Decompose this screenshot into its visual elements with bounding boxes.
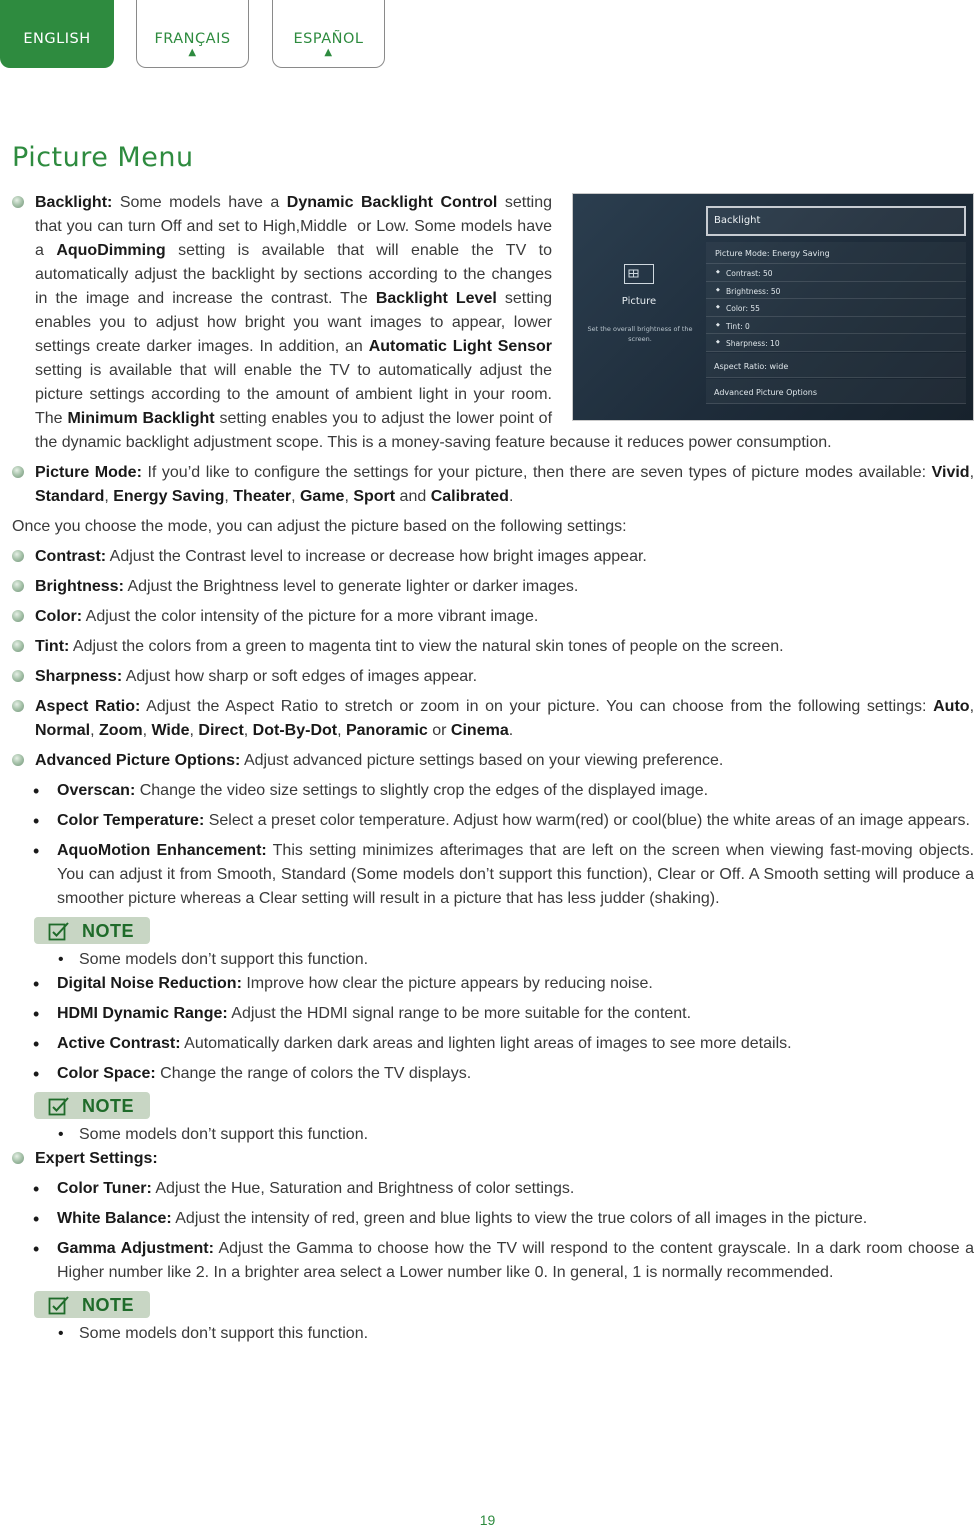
note-text: • Some models don’t support this function. (12, 1123, 974, 1147)
bullet-brightness: Brightness: Adjust the Brightness level to generate lighter or darker images. (12, 575, 974, 599)
picture-label: Picture (621, 296, 657, 307)
sub-digital-noise-reduction: • Digital Noise Reduction: Improve how clear the picture appears by reducing noise. (12, 972, 974, 996)
sub-color-tuner: • Color Tuner: Adjust the Hue, Saturation and Brightness of color settings. (12, 1177, 974, 1201)
menu-aspect-ratio[interactable]: Aspect Ratio: wide (706, 353, 966, 378)
page-title: Picture Menu (12, 142, 194, 173)
tab-english[interactable]: ENGLISH (0, 0, 114, 68)
sub-hdmi-dynamic-range: • HDMI Dynamic Range: Adjust the HDMI signal range to be more suitable for the content. (12, 1002, 974, 1026)
menu-advanced-options[interactable]: Advanced Picture Options (706, 379, 966, 404)
note-check-icon (48, 1295, 70, 1315)
menu-contrast[interactable]: ◆ Contrast: 50 (706, 264, 966, 282)
bullet-expert-settings: Expert Settings: (12, 1147, 974, 1171)
note-badge: NOTE (34, 1092, 150, 1119)
menu-brightness[interactable]: ◆ Brightness: 50 (706, 282, 966, 300)
bullet-picture-mode: Picture Mode: If you’d like to configure the settings for your picture, then there are seven types of picture modes available: Vivid, Standard, Energy Saving, Theater, Game, Sport and Calibrated. (12, 461, 974, 509)
up-arrow-icon: ▲ (188, 47, 197, 58)
bullet-contrast: Contrast: Adjust the Contrast level to increase or decrease how bright images appear. (12, 545, 974, 569)
menu-sharpness[interactable]: ◆ Sharpness: 10 (706, 334, 966, 352)
up-arrow-icon: ▲ (324, 47, 333, 58)
sub-white-balance: • White Balance: Adjust the intensity of red, green and blue lights to view the true colors of all images in the picture. (12, 1207, 974, 1231)
bullet-color: Color: Adjust the color intensity of the picture for a more vibrant image. (12, 605, 974, 629)
note-text: • Some models don’t support this function. (12, 948, 974, 972)
page-number: 19 (479, 1512, 496, 1528)
sub-color-temperature: • Color Temperature: Select a preset color temperature. Adjust how warm(red) or cool(blue) the white areas of an image appears. (12, 809, 974, 833)
bullet-backlight: Backlight: Some models have a Dynamic Backlight Control setting that you can turn Off and set to High,Middle or Low. Some models have a AquoDimming setting is available that will enable the TV to automatically adjust the backlight by sections according to the changes in the image and increase the contrast. The Backlight Level setting enables you to adjust how bright you want images to appear, lower settings create darker images. In addition, an Automatic Light Sensor setting is available that will enable the TV to automatically adjust the picture settings according to the amount of ambient light in your room. The Minimum Backlight setting enables you to adjust the lower point of the dynamic backlight adjustment scope. This is a money-saving feature because it reduces power consumption. (12, 191, 974, 455)
menu-backlight[interactable]: Backlight (706, 206, 966, 236)
tab-francais[interactable]: FRANÇAIS ▲ (136, 0, 249, 68)
sub-aquomotion: • AquoMotion Enhancement: This setting minimizes afterimages that are left on the screen when viewing fast-moving objects. You can adjust it from Smooth, Standard (Some models don’t support this function), Clear or Off. A Smooth setting will produce a smoother picture whereas a Clear setting will result in a picture that has less judder (shaking). (12, 839, 974, 911)
menu-tint[interactable]: ◆ Tint: 0 (706, 317, 966, 335)
sub-overscan: • Overscan: Change the video size settings to slightly crop the edges of the displayed image. (12, 779, 974, 803)
note-text: • Some models don’t support this function. (12, 1322, 974, 1346)
note-check-icon (48, 921, 70, 941)
intro-settings: Once you choose the mode, you can adjust the picture based on the following settings: (12, 518, 627, 535)
picture-description: Set the overall brightness of the screen. (587, 325, 693, 343)
menu-color[interactable]: ◆ Color: 55 (706, 299, 966, 317)
sub-active-contrast: • Active Contrast: Automatically darken dark areas and lighten light areas of images to see more details. (12, 1032, 974, 1056)
note-badge: NOTE (34, 1291, 150, 1318)
note-badge: NOTE (34, 917, 150, 944)
sub-gamma-adjustment: • Gamma Adjustment: Adjust the Gamma to choose how the TV will respond to the content grayscale. In a dark room choose a Higher number like 2. In a brighter area select a Lower number like 0. In general, 1 is normally recommended. (12, 1237, 974, 1285)
bullet-advanced-picture-options: Advanced Picture Options: Adjust advanced picture settings based on your viewing preference. (12, 749, 974, 773)
bullet-sharpness: Sharpness: Adjust how sharp or soft edges of images appear. (12, 665, 974, 689)
note-check-icon (48, 1096, 70, 1116)
menu-picture-mode[interactable]: Picture Mode: Energy Saving (706, 242, 966, 264)
bullet-tint: Tint: Adjust the colors from a green to magenta tint to view the natural skin tones of people on the screen. (12, 635, 974, 659)
sub-color-space: • Color Space: Change the range of colors the TV displays. (12, 1062, 974, 1086)
main-content (12, 191, 974, 1346)
tab-espanol[interactable]: ESPAÑOL ▲ (272, 0, 385, 68)
bullet-aspect-ratio: Aspect Ratio: Adjust the Aspect Ratio to stretch or zoom in on your picture. You can choose from the following settings: Auto, Normal, Zoom, Wide, Direct, Dot-By-Dot, Panoramic or Cinema. (12, 695, 974, 743)
